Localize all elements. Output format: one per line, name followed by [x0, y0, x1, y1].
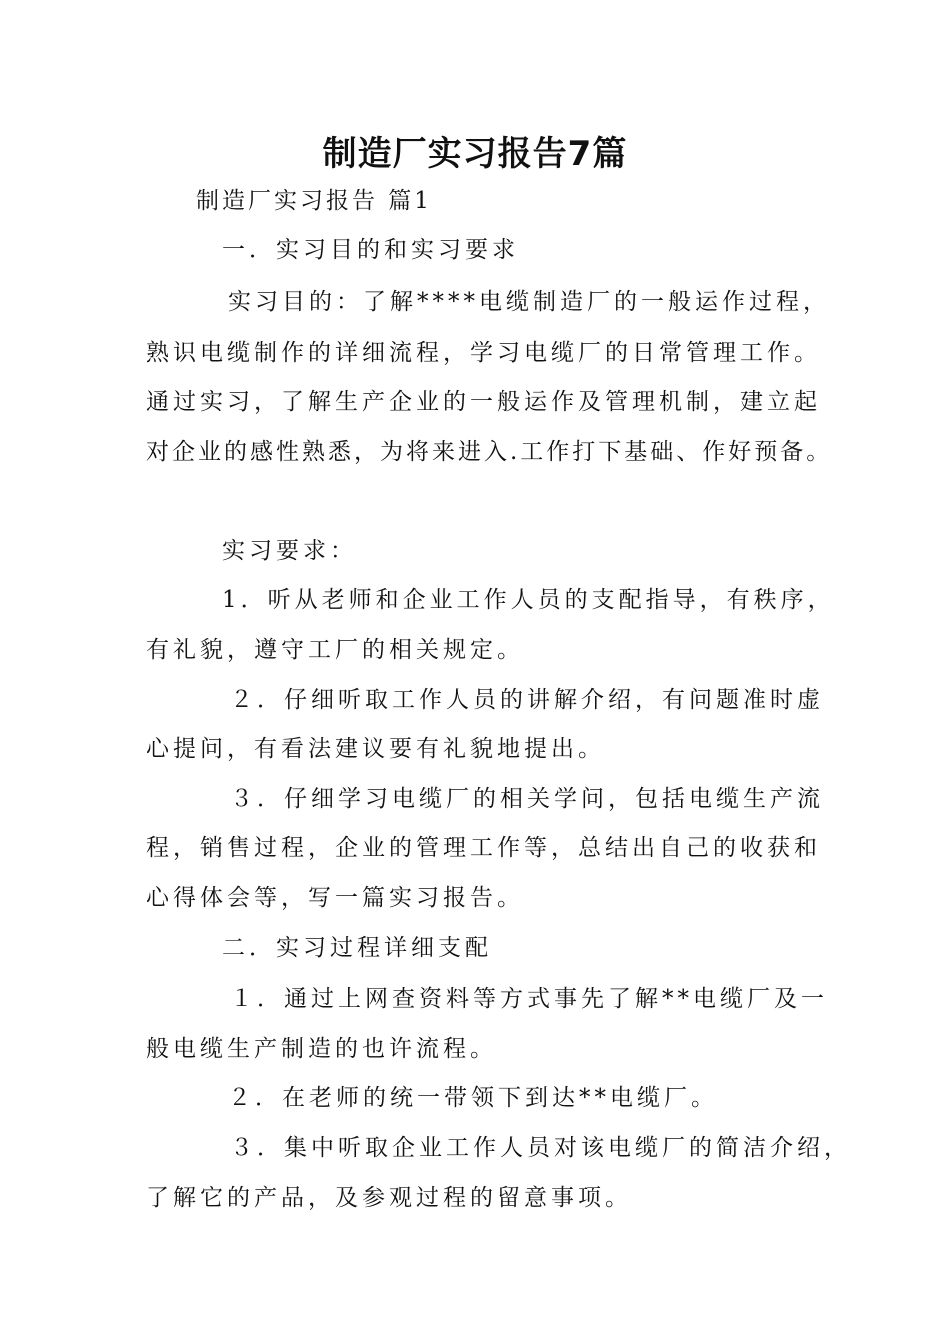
requirement-line: 程，销售过程，企业的管理工作等，总结出自己的收获和 — [146, 835, 821, 861]
section1-heading: 一．实习目的和实习要求 — [222, 237, 519, 263]
purpose-line: 通过实习，了解生产企业的一般运作及管理机制，建立起 — [146, 389, 821, 415]
document-title: 制造厂实习报告7篇 — [322, 134, 628, 174]
requirement-line: 有礼貌，遵守工厂的相关规定。 — [146, 637, 524, 663]
purpose-line: 实习目的：了解****电缆制造厂的一般运作过程， — [228, 289, 830, 315]
purpose-line: 熟识电缆制作的详细流程，学习电缆厂的日常管理工作。 — [146, 340, 821, 366]
process-line: ２．在老师的统一带领下到达**电缆厂。 — [228, 1085, 718, 1111]
requirement-line: ２．仔细听取工作人员的讲解介绍，有问题准时虚 — [230, 687, 824, 713]
process-line: ３．集中听取企业工作人员对该电缆厂的简洁介绍， — [230, 1135, 851, 1161]
requirement-line: ３．仔细学习电缆厂的相关学问，包括电缆生产流 — [230, 786, 824, 812]
process-line: 了解它的产品，及参观过程的留意事项。 — [146, 1185, 632, 1211]
process-line: １．通过上网查资料等方式事先了解**电缆厂及一 — [230, 986, 828, 1012]
requirement-line: 心得体会等，写一篇实习报告。 — [146, 885, 524, 911]
purpose-line: 对企业的感性熟悉，为将来进入.工作打下基础、作好预备。 — [146, 439, 833, 465]
requirement-line: 1．听从老师和企业工作人员的支配指导，有秩序， — [222, 587, 835, 613]
section2-heading: 二．实习过程详细支配 — [222, 935, 492, 961]
document-subtitle: 制造厂实习报告 篇1 — [196, 188, 432, 214]
requirements-label: 实习要求： — [222, 538, 357, 564]
requirement-line: 心提问，有看法建议要有礼貌地提出。 — [146, 736, 605, 762]
process-line: 般电缆生产制造的也许流程。 — [146, 1036, 497, 1062]
